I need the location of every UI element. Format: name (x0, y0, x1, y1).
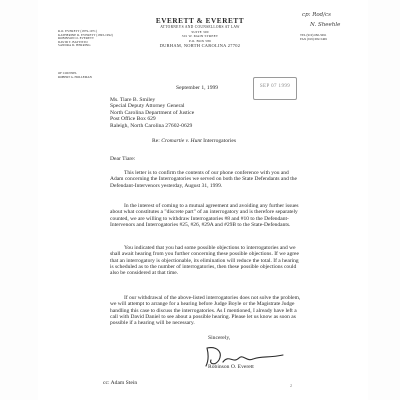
salutation: Dear Tiare: (110, 156, 136, 162)
firm-address-line: 301 W. MAIN STREET (181, 34, 219, 39)
closing: Sincerely, (208, 335, 231, 341)
carbon-copy: cc: Adam Stein (103, 380, 138, 386)
firm-address-line: P.O. BOX 586 (189, 38, 211, 43)
body-paragraph: In the interest of coming to a mutual agreement and avoiding any further issues about what constitutes a "discrete part" of an interrogatory and is therefore separately counted, we are willing to withdraw Interrogatories #8 and #10 to the Defendant-Intervenors and Interrogatories #25, #26, #29A and #29B to the State-Defendants. (110, 203, 299, 228)
handwritten-note (280, 8, 370, 38)
re-label: Re: (152, 138, 160, 144)
case-name: Cromartie v. Hunt (161, 138, 202, 144)
recipient-line: Special Deputy Attorney General (110, 103, 185, 110)
phone-number: TEL (919) 682-5691 (300, 33, 327, 37)
recipient-line: Raleigh, North Carolina 27602-0629 (110, 122, 193, 129)
letter-date: September 1, 1999 (176, 85, 219, 91)
firm-city: DURHAM, NORTH CAROLINA 27702 (159, 43, 241, 48)
recipient-line: Ms. Tiare B. Smiley (110, 97, 156, 103)
attorney-name: ROBINSON O. EVERETT (58, 36, 95, 41)
signer-name: Robinson O. Everett (208, 364, 254, 370)
counsel-name: ROBERT G. HOLLEMAN (58, 74, 92, 79)
page-mark: 2 (290, 383, 292, 388)
body-paragraph: If our withdrawal of the above-listed interrogatories does not solve the problem, we will attempt to arrange for a hearing before Judge Boyle or the Magistrate Judge handling this case to discuss the interrogatories. As I mentioned, I already have left a call with David Daniel to see about a possible hearing. Please let us know as soon as possible if a hearing will be necessary. (110, 295, 301, 327)
firm-name: EVERETT & EVERETT (155, 17, 245, 25)
attorney-name: KATHERINE R. EVERETT (1893-1992) (58, 32, 113, 37)
handwritten-line: cp: Rod/cs (302, 12, 331, 18)
received-stamp (253, 77, 297, 100)
attorney-name: DAVID T. BATTISTO (58, 39, 88, 44)
attorney-list (58, 30, 118, 48)
recipient-line: North Carolina Department of Justice (110, 109, 195, 116)
attorney-name: SANDRA D. HERRING (58, 43, 91, 48)
recipient-line: Post Office Box 629 (110, 116, 156, 123)
of-counsel (58, 72, 118, 79)
firm-subtitle: ATTORNEYS AND COUNSELLORS AT LAW (160, 25, 240, 29)
handwritten-line: N. Sheehle (310, 22, 341, 28)
counsel-label: OF COUNSEL (58, 71, 77, 75)
subject-topic: Interrogatories (203, 138, 237, 144)
fax-number: FAX (919) 682-5469 (300, 36, 327, 41)
attorney-name: R.O. EVERETT (1879-1971) (58, 29, 97, 33)
body-paragraph: This letter is to confirm the contents of our phone conference with you and Adam concerning the Interrogatories we served on both the State Defendants and the Defendant-Intervenors yesterday, August 31, 1999. (110, 170, 297, 189)
letter-paper (38, 0, 368, 400)
recipient-address (110, 97, 194, 129)
firm-address-line: SUITE 300 (191, 30, 209, 34)
subject-line (152, 138, 236, 144)
stamp-date: SEP 07 1999 (259, 84, 291, 89)
body-paragraph: You indicated that you had some possible objections to interrogatories and we shall await hearing from you further concerning these possible objections. If we agree that an interrogatory is objectionable, its elimination will reduce the total. If a hearing is scheduled as to the number of interrogatories, then these possible objections could also be considered at that time. (110, 245, 299, 277)
